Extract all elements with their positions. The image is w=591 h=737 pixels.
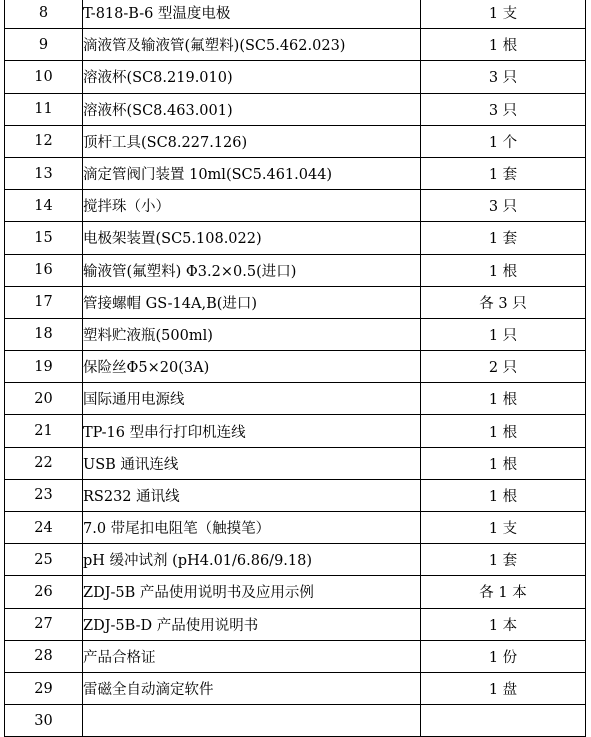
item-number-cell: 25 [5, 544, 83, 576]
table-row [5, 125, 586, 157]
item-quantity-cell: 1 套 [421, 544, 586, 576]
item-number-cell: 29 [5, 672, 83, 704]
table-row [5, 672, 586, 704]
item-name-cell: 顶杆工具(SC8.227.126) [83, 125, 421, 157]
table-row [5, 318, 586, 350]
table-row [5, 157, 586, 189]
item-name-cell: 滴定管阀门装置 10ml(SC5.461.044) [83, 157, 421, 189]
item-number-cell: 23 [5, 479, 83, 511]
item-number-cell: 18 [5, 318, 83, 350]
item-quantity-cell: 1 本 [421, 608, 586, 640]
item-name-cell: 电极架装置(SC5.108.022) [83, 222, 421, 254]
item-number-cell: 8 [5, 0, 83, 29]
item-name-cell: ZDJ-5B 产品使用说明书及应用示例 [83, 576, 421, 608]
item-name-cell: 溶液杯(SC8.463.001) [83, 93, 421, 125]
table-row [5, 286, 586, 318]
table-row [5, 705, 586, 737]
item-number-cell: 20 [5, 383, 83, 415]
item-quantity-cell: 3 只 [421, 190, 586, 222]
item-number-cell: 26 [5, 576, 83, 608]
item-name-cell: ZDJ-5B-D 产品使用说明书 [83, 608, 421, 640]
item-quantity-cell: 1 根 [421, 254, 586, 286]
parts-list-table [4, 0, 586, 737]
item-number-cell: 22 [5, 447, 83, 479]
item-name-cell: 塑料贮液瓶(500ml) [83, 318, 421, 350]
item-quantity-cell: 1 套 [421, 222, 586, 254]
item-name-cell: 溶液杯(SC8.219.010) [83, 61, 421, 93]
table-row [5, 544, 586, 576]
item-quantity-cell: 1 只 [421, 318, 586, 350]
item-number-cell: 16 [5, 254, 83, 286]
item-quantity-cell: 各 3 只 [421, 286, 586, 318]
table-row [5, 383, 586, 415]
table-row [5, 512, 586, 544]
item-number-cell: 21 [5, 415, 83, 447]
item-name-cell [83, 705, 421, 737]
item-name-cell: 7.0 带尾扣电阻笔（触摸笔） [83, 512, 421, 544]
item-quantity-cell: 1 支 [421, 0, 586, 29]
item-number-cell: 13 [5, 157, 83, 189]
table-row [5, 222, 586, 254]
item-quantity-cell: 1 根 [421, 383, 586, 415]
item-quantity-cell: 1 根 [421, 29, 586, 61]
item-quantity-cell: 1 份 [421, 640, 586, 672]
item-number-cell: 10 [5, 61, 83, 93]
item-number-cell: 11 [5, 93, 83, 125]
item-quantity-cell: 1 支 [421, 512, 586, 544]
item-name-cell: RS232 通讯线 [83, 479, 421, 511]
item-name-cell: 输液管(氟塑料) Φ3.2×0.5(进口) [83, 254, 421, 286]
table-row [5, 29, 586, 61]
item-number-cell: 24 [5, 512, 83, 544]
table-row [5, 608, 586, 640]
item-number-cell: 27 [5, 608, 83, 640]
item-number-cell: 12 [5, 125, 83, 157]
table-row [5, 447, 586, 479]
table-row [5, 640, 586, 672]
table-row [5, 576, 586, 608]
item-name-cell: USB 通讯连线 [83, 447, 421, 479]
table-row [5, 190, 586, 222]
table-row [5, 415, 586, 447]
item-number-cell: 19 [5, 351, 83, 383]
table-row [5, 254, 586, 286]
table-row [5, 351, 586, 383]
item-quantity-cell [421, 705, 586, 737]
item-name-cell: 产品合格证 [83, 640, 421, 672]
item-quantity-cell: 1 盘 [421, 672, 586, 704]
item-quantity-cell: 3 只 [421, 61, 586, 93]
item-name-cell: 国际通用电源线 [83, 383, 421, 415]
table-row [5, 61, 586, 93]
item-number-cell: 28 [5, 640, 83, 672]
item-quantity-cell: 1 根 [421, 479, 586, 511]
item-quantity-cell: 1 根 [421, 415, 586, 447]
item-name-cell: 滴液管及输液管(氟塑料)(SC5.462.023) [83, 29, 421, 61]
item-number-cell: 15 [5, 222, 83, 254]
item-name-cell: 管接螺帽 GS-14A,B(进口) [83, 286, 421, 318]
parts-list-body [5, 0, 586, 737]
item-quantity-cell: 1 套 [421, 157, 586, 189]
item-name-cell: 保险丝Φ5×20(3A) [83, 351, 421, 383]
item-number-cell: 9 [5, 29, 83, 61]
item-name-cell: 雷磁全自动滴定软件 [83, 672, 421, 704]
table-row [5, 479, 586, 511]
item-number-cell: 14 [5, 190, 83, 222]
item-name-cell: 搅拌珠（小） [83, 190, 421, 222]
table-row [5, 93, 586, 125]
item-name-cell: TP-16 型串行打印机连线 [83, 415, 421, 447]
item-quantity-cell: 1 根 [421, 447, 586, 479]
item-quantity-cell: 2 只 [421, 351, 586, 383]
item-name-cell: pH 缓冲试剂 (pH4.01/6.86/9.18) [83, 544, 421, 576]
item-number-cell: 17 [5, 286, 83, 318]
item-number-cell: 30 [5, 705, 83, 737]
table-row [5, 0, 586, 29]
item-quantity-cell: 1 个 [421, 125, 586, 157]
item-quantity-cell: 3 只 [421, 93, 586, 125]
item-name-cell: T-818-B-6 型温度电极 [83, 0, 421, 29]
item-quantity-cell: 各 1 本 [421, 576, 586, 608]
